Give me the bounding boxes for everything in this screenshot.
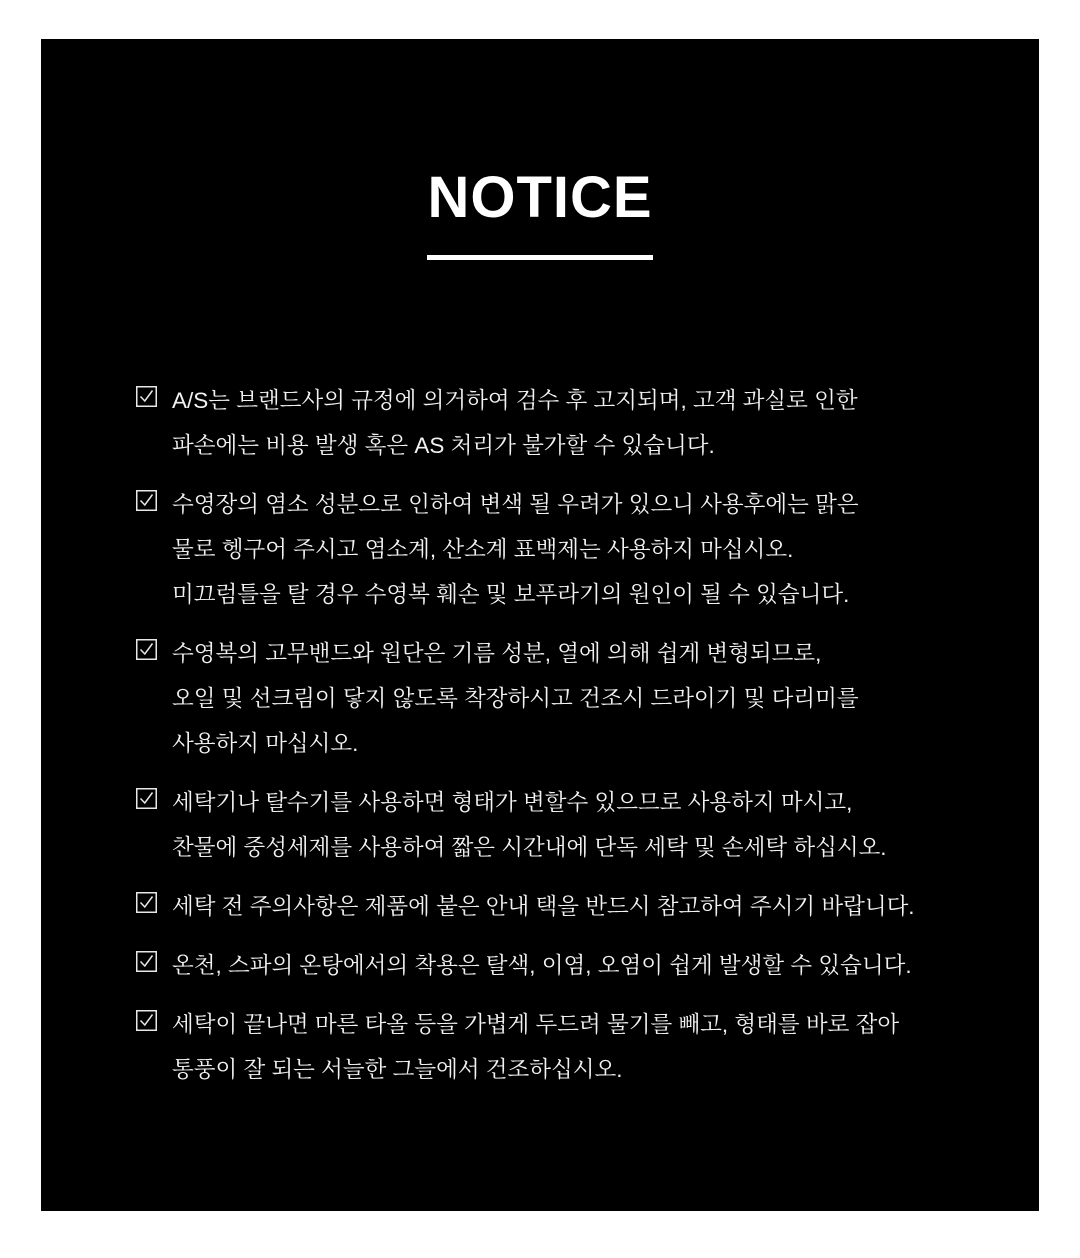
notice-line: 오일 및 선크림이 닿지 않도록 착장하시고 건조시 드라이기 및 다리미를	[172, 686, 859, 711]
notice-line: 미끄럼틀을 탈 경우 수영복 훼손 및 보푸라기의 원인이 될 수 있습니다.	[172, 582, 850, 607]
checkbox-check-icon	[136, 1010, 157, 1031]
notice-line: 통풍이 잘 되는 서늘한 그늘에서 건조하십시오.	[172, 1057, 623, 1082]
page-title: NOTICE	[427, 169, 652, 260]
notice-line: 온천, 스파의 온탕에서의 착용은 탈색, 이염, 오염이 쉽게 발생할 수 있습니다.	[172, 953, 912, 978]
notice-item-text	[172, 482, 979, 617]
notice-item	[136, 482, 979, 617]
notice-line: 파손에는 비용 발생 혹은 AS 처리가 불가할 수 있습니다.	[172, 433, 715, 458]
notice-line: 물로 헹구어 주시고 염소계, 산소계 표백제는 사용하지 마십시오.	[172, 537, 794, 562]
notice-item-text	[172, 1002, 979, 1092]
notice-line: 세탁 전 주의사항은 제품에 붙은 안내 택을 반드시 참고하여 주시기 바랍니다.	[172, 894, 915, 919]
notice-title-wrap	[41, 165, 1039, 260]
notice-item-text	[172, 884, 979, 929]
checkbox-check-icon	[136, 892, 157, 913]
notice-item	[136, 1002, 979, 1092]
notice-item-text	[172, 943, 979, 988]
checkbox-check-icon	[136, 490, 157, 511]
notice-item	[136, 780, 979, 870]
notice-item-text	[172, 780, 979, 870]
notice-line: 세탁기나 탈수기를 사용하면 형태가 변할수 있으므로 사용하지 마시고,	[172, 790, 853, 815]
notice-line: 찬물에 중성세제를 사용하여 짧은 시간내에 단독 세탁 및 손세탁 하십시오.	[172, 835, 887, 860]
notice-list	[41, 378, 1039, 1092]
notice-line: A/S는 브랜드사의 규정에 의거하여 검수 후 고지되며, 고객 과실로 인한	[172, 388, 858, 413]
notice-line: 수영복의 고무밴드와 원단은 기름 성분, 열에 의해 쉽게 변형되므로,	[172, 641, 822, 666]
notice-item-text	[172, 631, 979, 766]
notice-line: 수영장의 염소 성분으로 인하여 변색 될 우려가 있으니 사용후에는 맑은	[172, 492, 859, 517]
notice-line: 세탁이 끝나면 마른 타올 등을 가볍게 두드려 물기를 빼고, 형태를 바로 잡아	[172, 1012, 900, 1037]
notice-line: 사용하지 마십시오.	[172, 731, 359, 756]
checkbox-check-icon	[136, 788, 157, 809]
notice-item	[136, 943, 979, 988]
notice-panel	[41, 39, 1039, 1211]
notice-item	[136, 631, 979, 766]
checkbox-check-icon	[136, 951, 157, 972]
checkbox-check-icon	[136, 386, 157, 407]
notice-item	[136, 378, 979, 468]
checkbox-check-icon	[136, 639, 157, 660]
notice-item-text	[172, 378, 979, 468]
notice-item	[136, 884, 979, 929]
